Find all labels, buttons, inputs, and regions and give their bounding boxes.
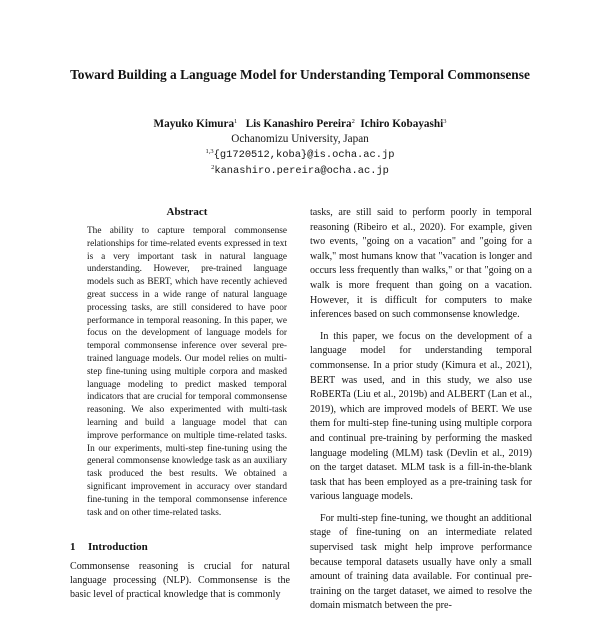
introduction-text: [70, 560, 290, 603]
author-1: Mayuko Kimura: [153, 118, 235, 130]
affiliation: Ochanomizu University, Japan: [231, 133, 369, 145]
author-3-sup: 3: [443, 118, 447, 125]
section-title: Introduction: [88, 541, 148, 553]
email-1-sup: 1,3: [205, 148, 214, 155]
author-1-sup: 1: [234, 118, 238, 125]
author-block: [60, 117, 540, 179]
author-3: Ichiro Kobayashi: [360, 118, 444, 130]
author-2: Lis Kanashiro Pereira: [245, 118, 352, 130]
right-column: [310, 206, 532, 621]
email-2-sup: 2: [211, 164, 215, 171]
intro-paragraph-1: Commonsense reasoning is crucial for natural language processing (NLP). Commonsense is the basic level of practical knowledge that is commonly: [70, 561, 290, 601]
paper-title: Toward Building a Language Model for Understanding Temporal Commonsense: [70, 67, 530, 82]
email-1: {g1720512,koba}@is.ocha.ac.jp: [213, 149, 395, 161]
section-heading-introduction: [70, 541, 148, 553]
right-paragraph-2: In this paper, we focus on the development of a language model for understanding temporal commonsense. In a prior study (Kimura et al., 2021), BERT was used, and in this study, we also use RoBERTa (Liu et al., 2019b) and ALBERT (Lan et al., 2019), which are improved models of BERT. We use them for multi-step fine-tuning using multiple corpora and continual pre-training by performing the masked language modeling (MLM) task (Devlin et al., 2019) on the target dataset. MLM task is a fill-in-the-blank task that has been employed as a pre-training task for various language models.: [310, 330, 532, 503]
email-line-1: [60, 147, 540, 163]
email-line-2: [60, 163, 540, 179]
abstract-text: The ability to capture temporal commonsense relationships for time-related events expressed in text is a very important task in natural language understanding. However, pre-trained language models such as BERT, which have recently achieved great success in a wide range of natural language processing tasks, are still considered to have poor performance in temporal reasoning. In this paper, we focus on the development of language models for temporal commonsense inference over several pre-trained language models. Our model relies on multi-step fine-tuning using multiple corpora and masked language modeling to predict masked temporal indicators that are crucial for temporal commonsense reasoning. We also experimented with multi-task learning and build a language model that can improve performance on multiple time-related tasks. In our experiments, multi-step fine-tuning using the general commonsense knowledge task as an auxiliary task produced the best results. We obtained a significant improvement in accuracy over standard fine-tuning in the temporal commonsense inference task and on other time-related tasks.: [87, 226, 287, 518]
abstract-heading: Abstract: [166, 206, 208, 218]
right-paragraph-1: tasks, are still said to perform poorly in temporal reasoning (Ribeiro et al., 2020). For example, given two events, "going on a vacation" and "going for a walk," most humans know that "vacation is longer and occurs less frequently than walks," or that "going on a walk is more frequent than going on a vacation. However, it is difficult for computers to make inferences based on such commonsense knowledge.: [310, 207, 532, 321]
email-2: kanashiro.pereira@ocha.ac.jp: [214, 165, 389, 177]
author-2-sup: 2: [351, 118, 355, 125]
author-names: [60, 117, 540, 132]
section-number: 1: [70, 541, 76, 553]
right-paragraph-3: For multi-step fine-tuning, we thought an additional stage of fine-tuning on an intermediate related supervised task might help improve performance because temporal datasets usually have only a small amount of training data available. For continual pre-training on the target dataset, we aimed to resolve the domain mismatch between the pre-: [310, 512, 532, 612]
